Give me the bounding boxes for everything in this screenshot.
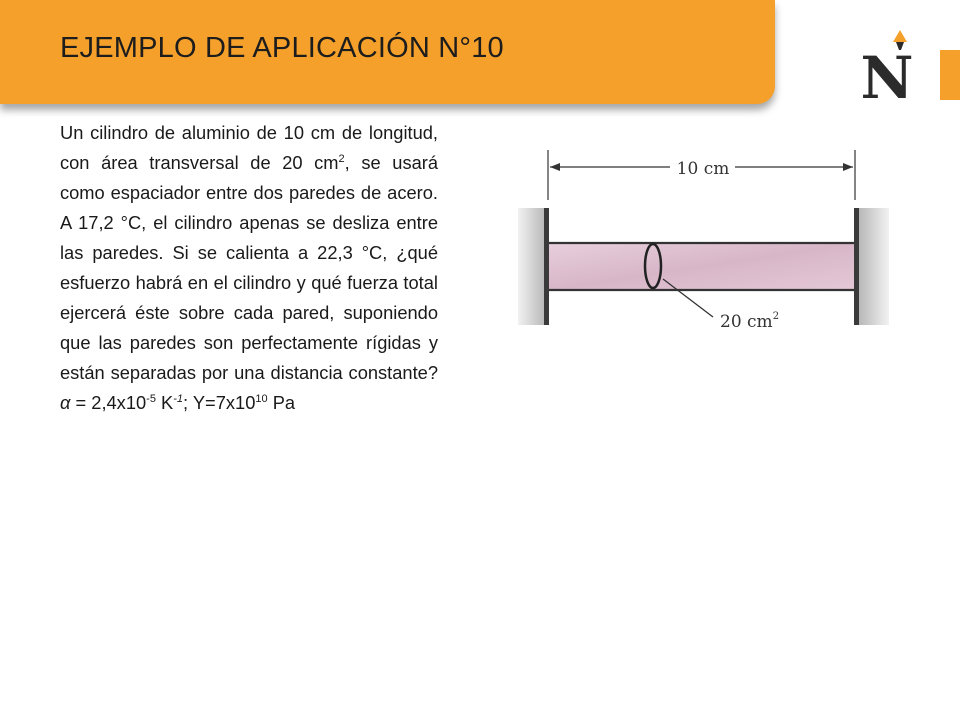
length-label: 10 cm <box>676 159 730 179</box>
problem-text-4: K <box>155 392 174 413</box>
page-title: EJEMPLO DE APLICACIÓN N°10 <box>60 32 504 64</box>
alpha-symbol: α <box>60 392 71 413</box>
accent-block <box>940 50 960 100</box>
problem-statement <box>60 118 438 418</box>
right-wall <box>859 208 889 325</box>
title-banner <box>0 0 775 104</box>
problem-text-3: = 2,4x10 <box>70 392 147 413</box>
left-wall <box>518 208 545 325</box>
problem-text-1: Un cilindro de aluminio de 10 cm de longitud, con área transversal de 20 cm <box>60 122 438 173</box>
area-label: 20 $cm^2$ <box>720 311 780 332</box>
logo-flame-icon <box>893 30 907 42</box>
logo-letter: N <box>860 44 914 104</box>
university-logo-icon <box>860 28 920 104</box>
arrow-right-icon <box>843 163 853 171</box>
problem-sup-3: -1 <box>173 392 184 405</box>
problem-sup-2: -5 <box>146 392 156 405</box>
aluminum-cylinder <box>549 243 854 290</box>
problem-sup-1: 2 <box>338 152 345 165</box>
right-wall-edge <box>854 208 859 325</box>
problem-sup-4: 10 <box>255 392 268 405</box>
problem-text-2: , se usará como espaciador entre dos paredes de acero. A 17,2 °C, el cilindro apenas se desliza entre las paredes. Si se calienta a 22,3 °C, ¿qué esfuerzo habrá en el cilindro y qué fuerza total ejercerá éste sobre cada pared, suponiendo que las paredes son perfectamente rígidas y están separadas por una distancia constante? <box>60 152 439 383</box>
left-wall-edge <box>544 208 549 325</box>
problem-text-6: Pa <box>267 392 296 413</box>
cylinder-diagram <box>515 145 895 340</box>
problem-text-5: ; Y=7x10 <box>183 392 256 413</box>
arrow-left-icon <box>550 163 560 171</box>
